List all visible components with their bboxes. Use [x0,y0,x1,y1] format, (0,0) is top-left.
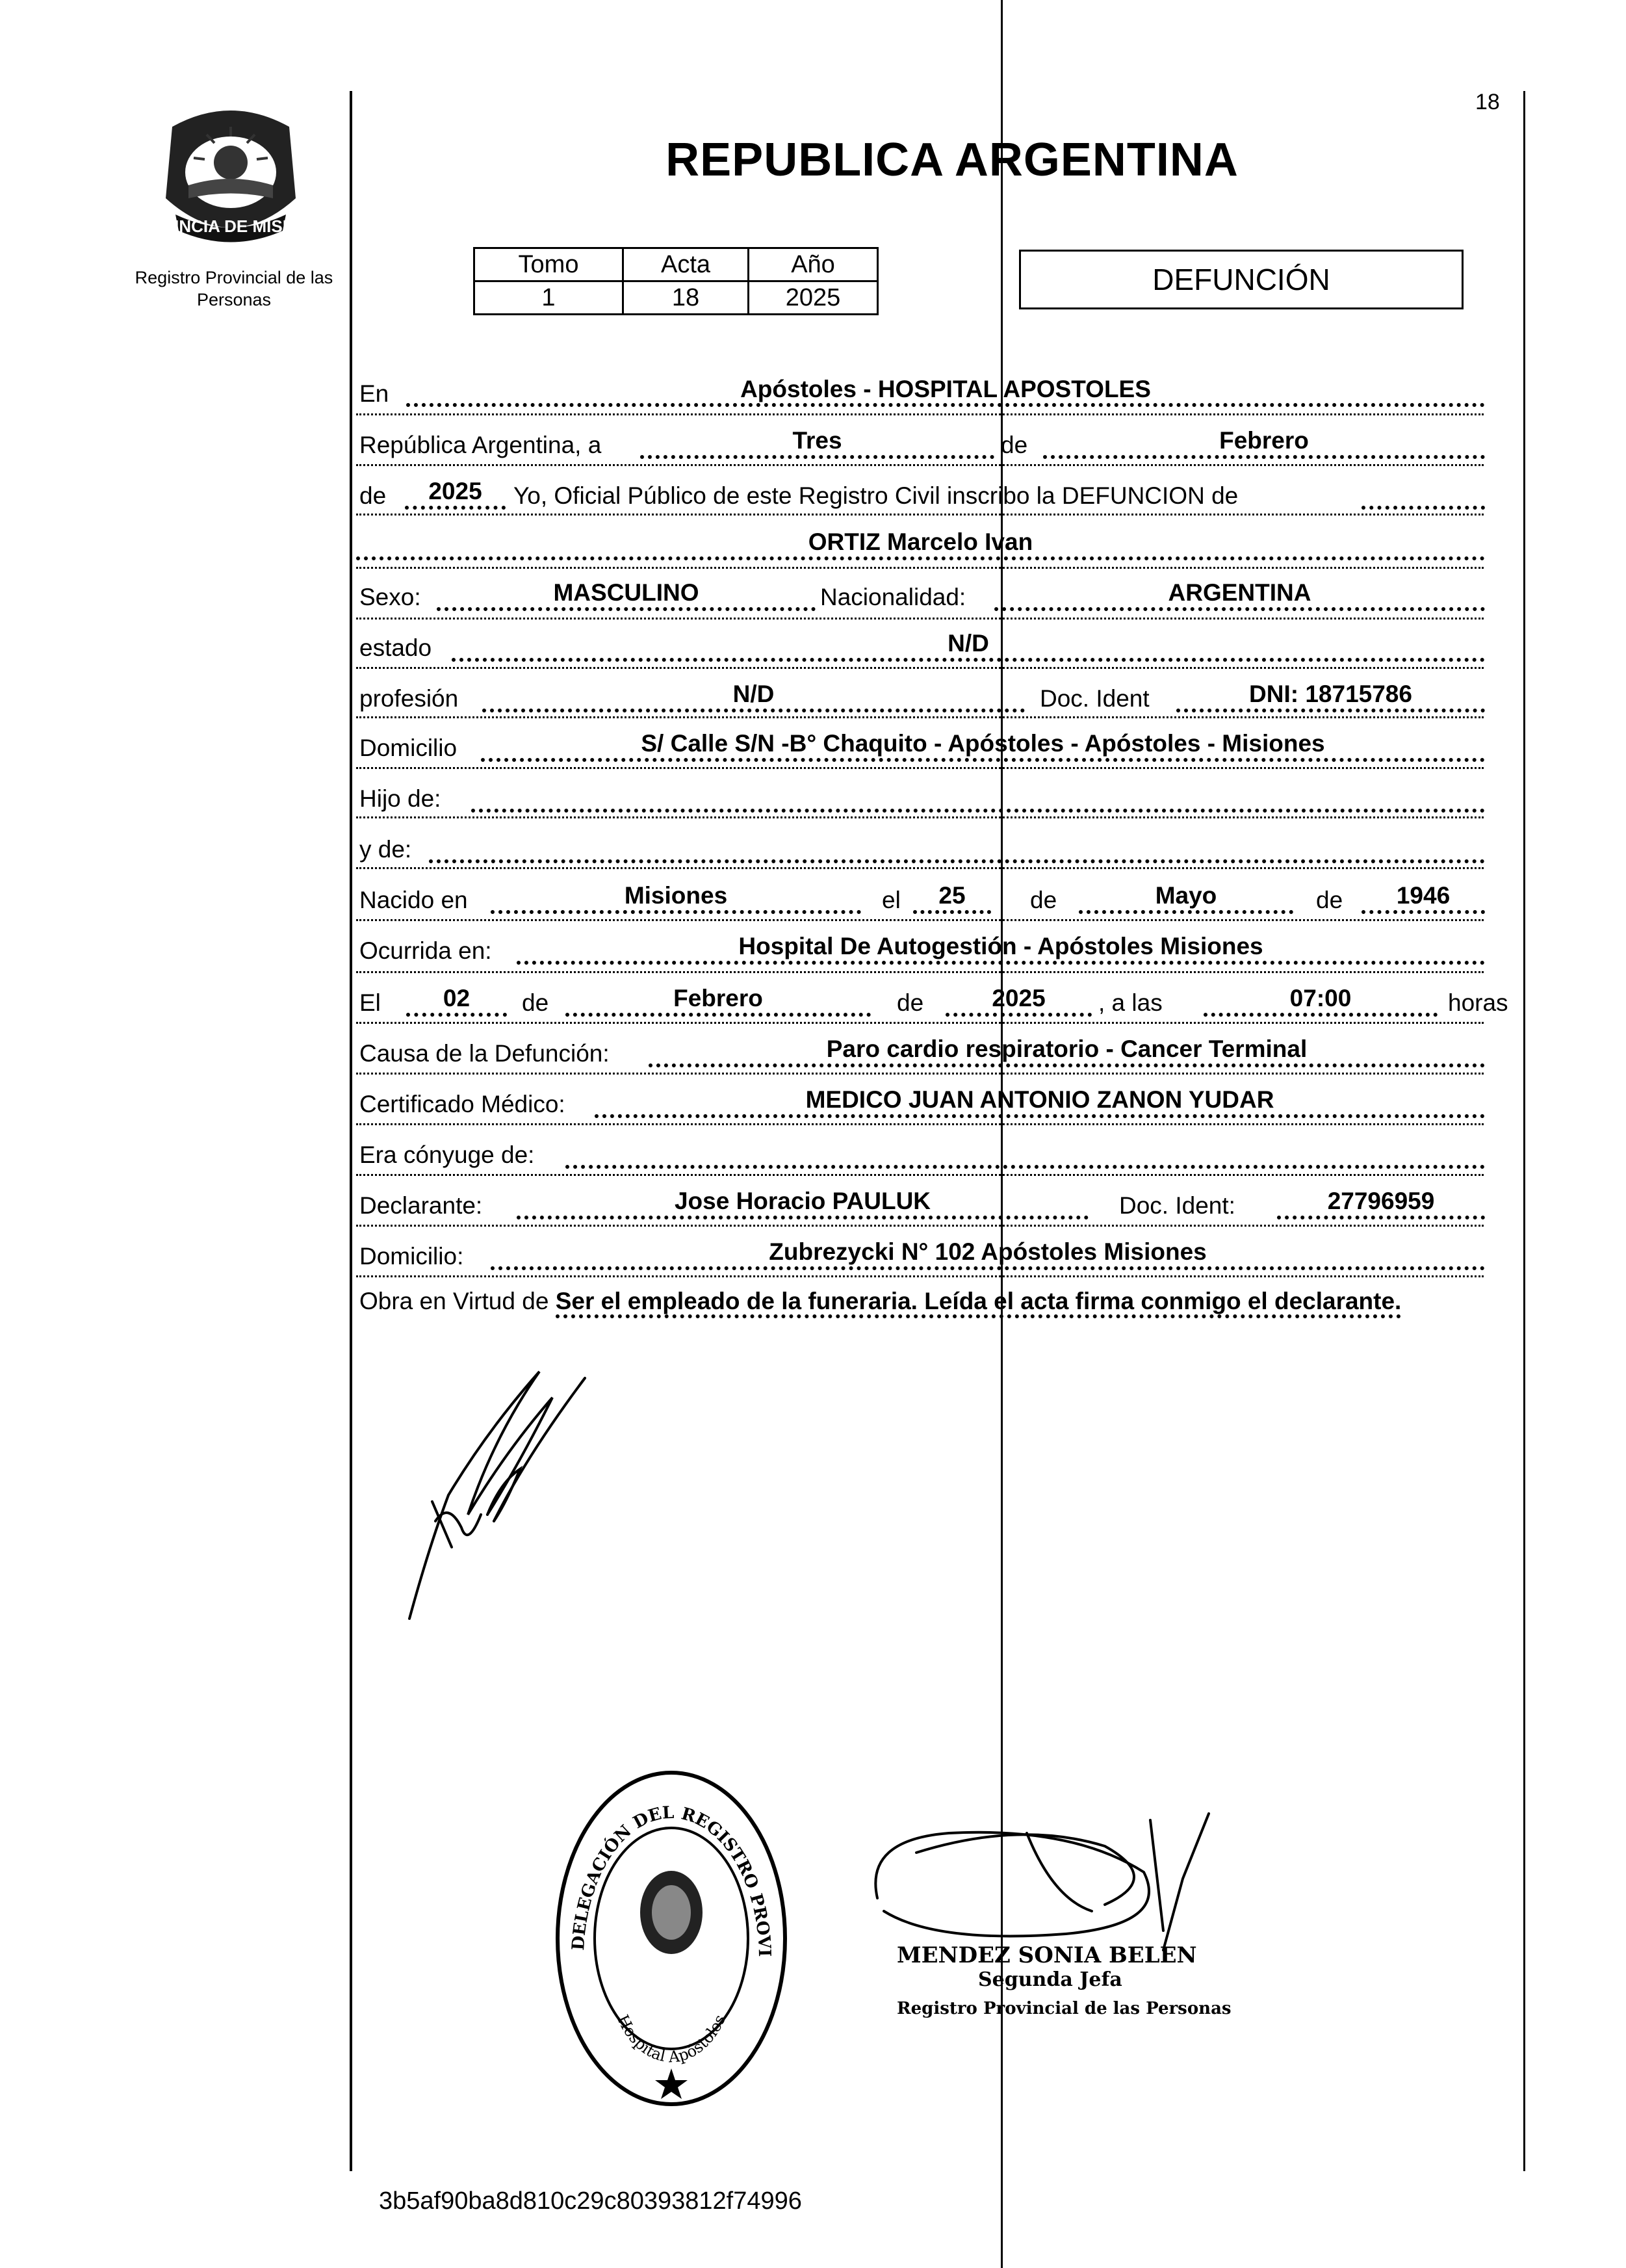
en-value: Apóstoles - HOSPITAL APOSTOLES [740,376,1151,402]
record-type-box: DEFUNCIÓN [1019,250,1464,309]
obra-prefix: Obra en Virtud de [359,1288,549,1314]
domicilio-value: S/ Calle S/N -B° Chaquito - Apóstoles - Apóstoles - Misiones [641,730,1325,757]
row-separator [356,867,1484,869]
record-header-anio: Año [749,248,878,281]
domicilio-decl-fill [491,1266,1485,1270]
certificado-label: Certificado Médico: [359,1091,565,1117]
profesion-value: N/D [732,681,775,707]
causa-value: Paro cardio respiratorio - Cancer Terminal [826,1036,1308,1062]
domicilio-label: Domicilio [359,735,458,761]
record-header-tomo: Tomo [474,248,623,281]
fecha-def-dia: 02 [443,985,471,1011]
declarante-value: Jose Horacio PAULUK [674,1188,931,1214]
nacido-dia-fill [913,910,991,914]
inscripcion-de-label: de [359,482,387,509]
row-separator [356,1275,1484,1277]
certificado-fill [595,1114,1485,1118]
fecha-label: República Argentina, a [359,432,602,458]
en-fill [406,403,1485,407]
declarante-doc-value: 27796959 [1327,1188,1435,1214]
conyuge-fill [565,1165,1485,1169]
row-separator [356,1225,1484,1227]
nacido-mes: Mayo [1155,882,1217,909]
ocurrida-label: Ocurrida en: [359,937,492,964]
nacionalidad-value: ARGENTINA [1168,579,1311,606]
fecha-def-anio: 2025 [992,985,1046,1011]
fecha-def-el-label: El [359,989,381,1016]
declarante-fill [517,1216,1089,1219]
estado-fill [452,658,1485,662]
official-signature [858,1801,1222,1963]
declarant-signature [390,1352,637,1625]
causa-fill [649,1063,1485,1067]
nacido-de-label-1: de [1030,887,1057,913]
row-separator [356,716,1484,718]
sexo-fill [437,607,816,611]
fecha-de-label: de [1001,432,1028,458]
ocurrida-fill [517,961,1485,965]
ocurrida-value: Hospital De Autogestión - Apóstoles Misiones [738,933,1263,959]
y-de-fill [429,859,1485,863]
record-table [473,247,879,315]
obra-value: Ser el empleado de la funeraria. Leída el acta firma conmigo el declarante. [556,1288,1402,1318]
right-border-line [1523,91,1525,2171]
official-name: MENDEZ SONIA BELEN [897,1942,1197,1968]
nacido-lugar-fill [491,910,861,914]
record-header-acta: Acta [623,248,749,281]
official-role: Segunda Jefa [978,1968,1122,1991]
nacido-mes-fill [1079,910,1293,914]
row-separator [356,1073,1484,1075]
nombre-value: ORTIZ Marcelo Ivan [808,528,1033,555]
page-title: REPUBLICA ARGENTINA [665,134,1239,186]
nacido-label: Nacido en [359,887,468,913]
nacido-anio: 1946 [1396,882,1451,909]
declarante-label: Declarante: [359,1192,483,1219]
row-separator [356,413,1484,415]
sexo-label: Sexo: [359,584,421,610]
fecha-def-hora: 07:00 [1289,985,1352,1011]
inscripcion-fill [1361,506,1485,510]
sexo-value: MASCULINO [553,579,699,606]
profesion-label: profesión [359,685,459,712]
certificado-value: MEDICO JUAN ANTONIO ZANON YUDAR [805,1086,1274,1113]
row-separator [356,514,1484,515]
inscripcion-text: Yo, Oficial Público de este Registro Civil inscribo la DEFUNCION de [513,482,1239,509]
fecha-def-hora-fill [1204,1013,1438,1017]
fecha-dia-fill [640,455,994,459]
doc-ident-label: Doc. Ident [1040,685,1150,712]
row-separator [356,816,1484,818]
page-number: 18 [1475,90,1500,114]
fecha-def-dia-fill [406,1013,507,1017]
row-separator [356,618,1484,619]
registry-caption: Registro Provincial de las Personas [135,268,333,309]
hijo-de-fill [471,809,1485,813]
obra-paragraph [359,1284,1516,1319]
document-hash: 3b5af90ba8d810c29c80393812f74996 [379,2187,802,2215]
domicilio-decl-label: Domicilio: [359,1243,464,1270]
en-label: En [359,380,389,407]
record-value-anio: 2025 [749,281,878,315]
row-separator [356,464,1484,466]
nacido-de-label-2: de [1316,887,1343,913]
row-separator [356,1174,1484,1176]
fecha-def-a-las-label: , a las [1098,989,1163,1016]
estado-value: N/D [948,630,989,657]
doc-ident-fill [1176,709,1485,712]
fecha-def-de-label-2: de [897,989,924,1016]
conyuge-label: Era cónyuge de: [359,1141,535,1168]
profesion-fill [482,709,1025,712]
declarante-doc-fill [1277,1216,1485,1219]
seal-star-icon [655,2068,688,2099]
fecha-def-horas-label: horas [1448,989,1508,1016]
row-separator [356,567,1484,569]
nombre-fill [356,556,1485,560]
inscripcion-anio-fill [405,506,506,510]
logo-text: PROVINCIA DE MISIONES [126,216,335,236]
fecha-mes-fill [1043,455,1485,459]
record-value-tomo: 1 [474,281,623,315]
hijo-de-label: Hijo de: [359,785,441,812]
row-separator [356,919,1484,921]
seal-outer-text: DELEGACIÓN DEL REGISTRO PROVI [569,1803,775,1957]
nacido-el-label: el [882,887,901,913]
official-seal [545,1763,798,2114]
declarante-doc-label: Doc. Ident: [1119,1192,1235,1219]
fecha-mes: Febrero [1219,427,1309,454]
nacido-dia: 25 [938,882,966,909]
nacido-lugar: Misiones [624,882,728,909]
fecha-def-mes: Febrero [673,985,763,1011]
inscripcion-anio: 2025 [428,478,482,504]
fecha-def-mes-fill [565,1013,871,1017]
y-de-label: y de: [359,836,412,863]
row-separator [356,1022,1484,1024]
row-separator [356,1123,1484,1125]
causa-label: Causa de la Defunción: [359,1040,610,1067]
doc-ident-value: DNI: 18715786 [1249,681,1412,707]
fecha-def-de-label-1: de [522,989,549,1016]
fecha-def-anio-fill [946,1013,1092,1017]
provincia-misiones-logo [126,101,335,250]
row-separator [356,667,1484,669]
nacido-anio-fill [1361,910,1485,914]
row-separator [356,767,1484,769]
fecha-dia: Tres [792,427,842,454]
estado-label: estado [359,634,432,661]
domicilio-fill [481,758,1485,762]
nacionalidad-label: Nacionalidad: [820,584,966,610]
left-border-line [350,91,352,2171]
official-office: Registro Provincial de las Personas [897,1999,1232,2018]
nacionalidad-fill [994,607,1485,611]
record-value-acta: 18 [623,281,749,315]
row-separator [356,971,1484,973]
seal-inner-text: Hospital Apóstoles [613,2012,730,2066]
domicilio-decl-value: Zubrezycki N° 102 Apóstoles Misiones [769,1238,1207,1265]
